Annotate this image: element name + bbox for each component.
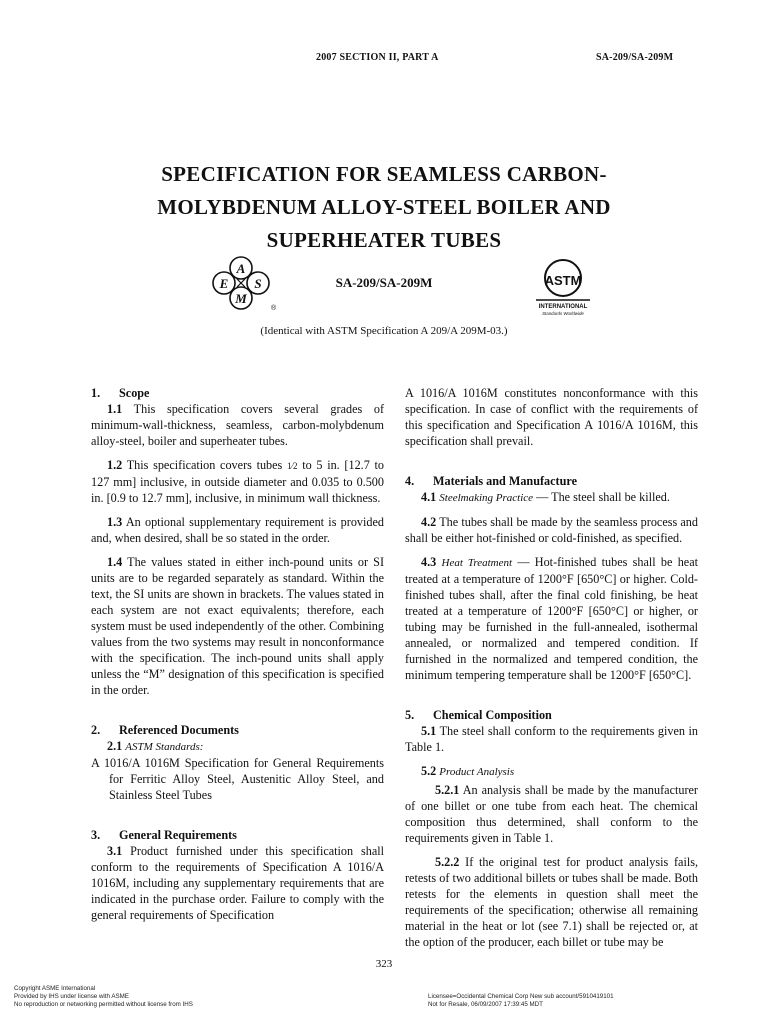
paragraph-3-1 xyxy=(91,843,384,923)
section-number: 4. xyxy=(405,474,415,488)
title-line: MOLYBDENUM ALLOY-STEEL BOILER AND xyxy=(157,195,611,219)
section-number: 1. xyxy=(91,386,101,400)
asme-letter: S xyxy=(254,276,262,291)
clause-number: 5.2 xyxy=(421,764,437,778)
paragraph-continued: A 1016/A 1016M constitutes nonconformance with this specification. In case of conflict with the requirements of this specification and Specification A 1016/A 1016M, this specification shall prevail. xyxy=(405,386,698,448)
paragraph-4-2 xyxy=(405,514,698,546)
section-number: 2. xyxy=(91,723,101,737)
page-number: 323 xyxy=(375,958,393,970)
running-header-section: 2007 SECTION II, PART A xyxy=(316,52,439,63)
clause-number: 5.2.1 xyxy=(435,783,460,797)
reference-entry xyxy=(91,755,384,803)
clause-text: — Hot-finished tubes shall be heat treated at a temperature of 1200°F [650°C] or higher. Cold-finished tubes shall, after the final cold finishing, be heat treated at a temperature of 1200°F [650°C] or higher, or tubing may be furnished in the full-annealed, isothermal annealed, or normalized and tempered condition. If furnished in the normalized and tempered condition, the minimum tempering temperature shall be 1200°F [650°C]. xyxy=(405,555,698,682)
astm-logo xyxy=(534,256,592,318)
section-heading-general-requirements xyxy=(91,827,384,843)
paragraph-5-2-2 xyxy=(405,854,698,950)
identical-note: (Identical with ASTM Specification A 209/A 209M-03.) xyxy=(260,325,508,337)
clause-label: Steelmaking Practice xyxy=(439,492,534,504)
designation: SA-209/SA-209M xyxy=(335,275,433,290)
clause-text: The steel shall conform to the requirements given in Table 1. xyxy=(405,724,699,754)
document-title xyxy=(0,158,768,257)
asme-letter: E xyxy=(219,276,229,291)
clause-text: The values stated in either inch-pound units or SI units are to be regarded separately as standard. Within the text, the SI units are shown in brackets. The values stated in each system are not exact equivalents; therefore, each system must be used independently of the other. Combining values from the two systems may result in nonconformance with the specification. The inch-pound units shall apply unless the “M” designation of this specification is specified in the order. xyxy=(91,555,385,697)
footer-right xyxy=(428,993,614,1009)
footer-provided: Provided by IHS under license with ASME xyxy=(14,993,129,1000)
section-title: Materials and Manufacture xyxy=(433,474,577,488)
title-line: SPECIFICATION FOR SEAMLESS CARBON- xyxy=(161,162,607,186)
clause-number: 4.2 xyxy=(421,515,437,529)
section-title: Scope xyxy=(119,386,150,400)
clause-text: An analysis shall be made by the manufacturer of one billet or one tube from each heat. The chemical composition thus determined, shall conform to the requirements given in Table 1. xyxy=(405,783,698,845)
clause-number: 5.2.2 xyxy=(435,855,460,869)
clause-number: 2.1 xyxy=(107,739,123,753)
astm-international: INTERNATIONAL xyxy=(538,304,588,310)
clause-number: 3.1 xyxy=(107,844,123,858)
clause-text: Product furnished under this specification shall conform to the requirements of Specification A 1016/A 1016M, including any supplementary requirements that are indicated in the purchase order. Failure to comply with the general requirements of Specification xyxy=(91,844,385,922)
reference-code: A 1016/A 1016M xyxy=(91,756,180,770)
clause-number: 1.2 xyxy=(107,458,123,472)
paragraph-2-1 xyxy=(91,738,384,755)
section-title: Chemical Composition xyxy=(433,708,552,722)
clause-text: This specification covers several grades of minimum-wall-thickness, seamless, carbon-molybdenum alloy-steel, boiler and superheater tubes. xyxy=(91,402,385,448)
section-title: Referenced Documents xyxy=(119,723,239,737)
section-number: 3. xyxy=(91,828,101,842)
section-heading-chemical-composition xyxy=(405,707,698,723)
right-column xyxy=(405,385,698,958)
running-header-designation: SA-209/SA-209M xyxy=(596,52,674,63)
paragraph-1-2 xyxy=(91,457,384,506)
section-heading-materials xyxy=(405,473,698,489)
clause-number: 4.3 xyxy=(421,555,437,569)
paragraph-5-2 xyxy=(405,763,698,780)
footer-copyright: Copyright ASME International xyxy=(14,985,96,992)
left-column xyxy=(91,385,384,931)
section-heading-scope xyxy=(91,385,384,401)
paragraph-5-2-1 xyxy=(405,782,698,846)
clause-number: 5.1 xyxy=(421,724,437,738)
footer-licensee: Licensee=Occidental Chemical Corp New sub account/5910419101 xyxy=(428,993,614,1000)
clause-number: 1.1 xyxy=(107,402,123,416)
section-heading-referenced-documents xyxy=(91,722,384,738)
clause-text: This specification covers tubes xyxy=(126,458,283,472)
clause-text: The tubes shall be made by the seamless process and shall be either hot-finished or cold-finished, as specified. xyxy=(405,515,698,545)
clause-text: An optional supplementary requirement is provided and, when desired, shall be so stated in the order. xyxy=(91,515,385,545)
footer-left xyxy=(14,985,193,1009)
section-number: 5. xyxy=(405,708,415,722)
section-title: General Requirements xyxy=(119,828,237,842)
clause-label: Heat Treatment xyxy=(441,557,513,569)
clause-number: 1.3 xyxy=(107,515,123,529)
clause-text: If the original test for product analysis fails, retests of two additional billets or tubes shall be made. Both retests for the elements in question shall meet the requirements of the specification; otherwise all remaining material in the heat or lot (see 7.1) shall be rejected or, at the option of the producer, each billet or tube may be xyxy=(405,855,699,949)
clause-number: 4.1 xyxy=(421,490,437,504)
clause-text: to 5 in. [12.7 to 127 mm] inclusive, in outside diameter and 0.035 to 0.500 in. [0.9 to 12.7 mm], inclusive, in minimum wall thickness. xyxy=(91,458,384,505)
paragraph-1-4 xyxy=(91,554,384,698)
clause-number: 1.4 xyxy=(107,555,123,569)
footer-not-for-resale: Not for Resale, 06/09/2007 17:39:45 MDT xyxy=(428,1001,543,1008)
clause-label: Product Analysis xyxy=(439,766,515,778)
reference-title: Specification for General Requirements for Ferritic Alloy Steel, Austenitic Alloy Steel, and Stainless Steel Tubes xyxy=(109,756,385,802)
paragraph-4-1 xyxy=(405,489,698,506)
clause-text: ASTM Standards: xyxy=(125,741,204,753)
astm-monogram: ASTM xyxy=(544,273,582,288)
asme-letter: M xyxy=(235,291,247,306)
footer-no-reproduction: No reproduction or networking permitted without license from IHS xyxy=(14,1001,193,1008)
paragraph-4-3 xyxy=(405,554,698,683)
registered-mark: ® xyxy=(271,305,277,312)
title-line: SUPERHEATER TUBES xyxy=(266,228,502,252)
paragraph-1-3 xyxy=(91,514,384,546)
astm-tagline: Standards Worldwide xyxy=(542,311,584,316)
paragraph-5-1 xyxy=(405,723,698,755)
asme-letter: A xyxy=(236,261,246,276)
clause-text: — The steel shall be killed. xyxy=(536,490,670,504)
fraction: 1⁄2 xyxy=(287,461,298,471)
paragraph-1-1 xyxy=(91,401,384,449)
